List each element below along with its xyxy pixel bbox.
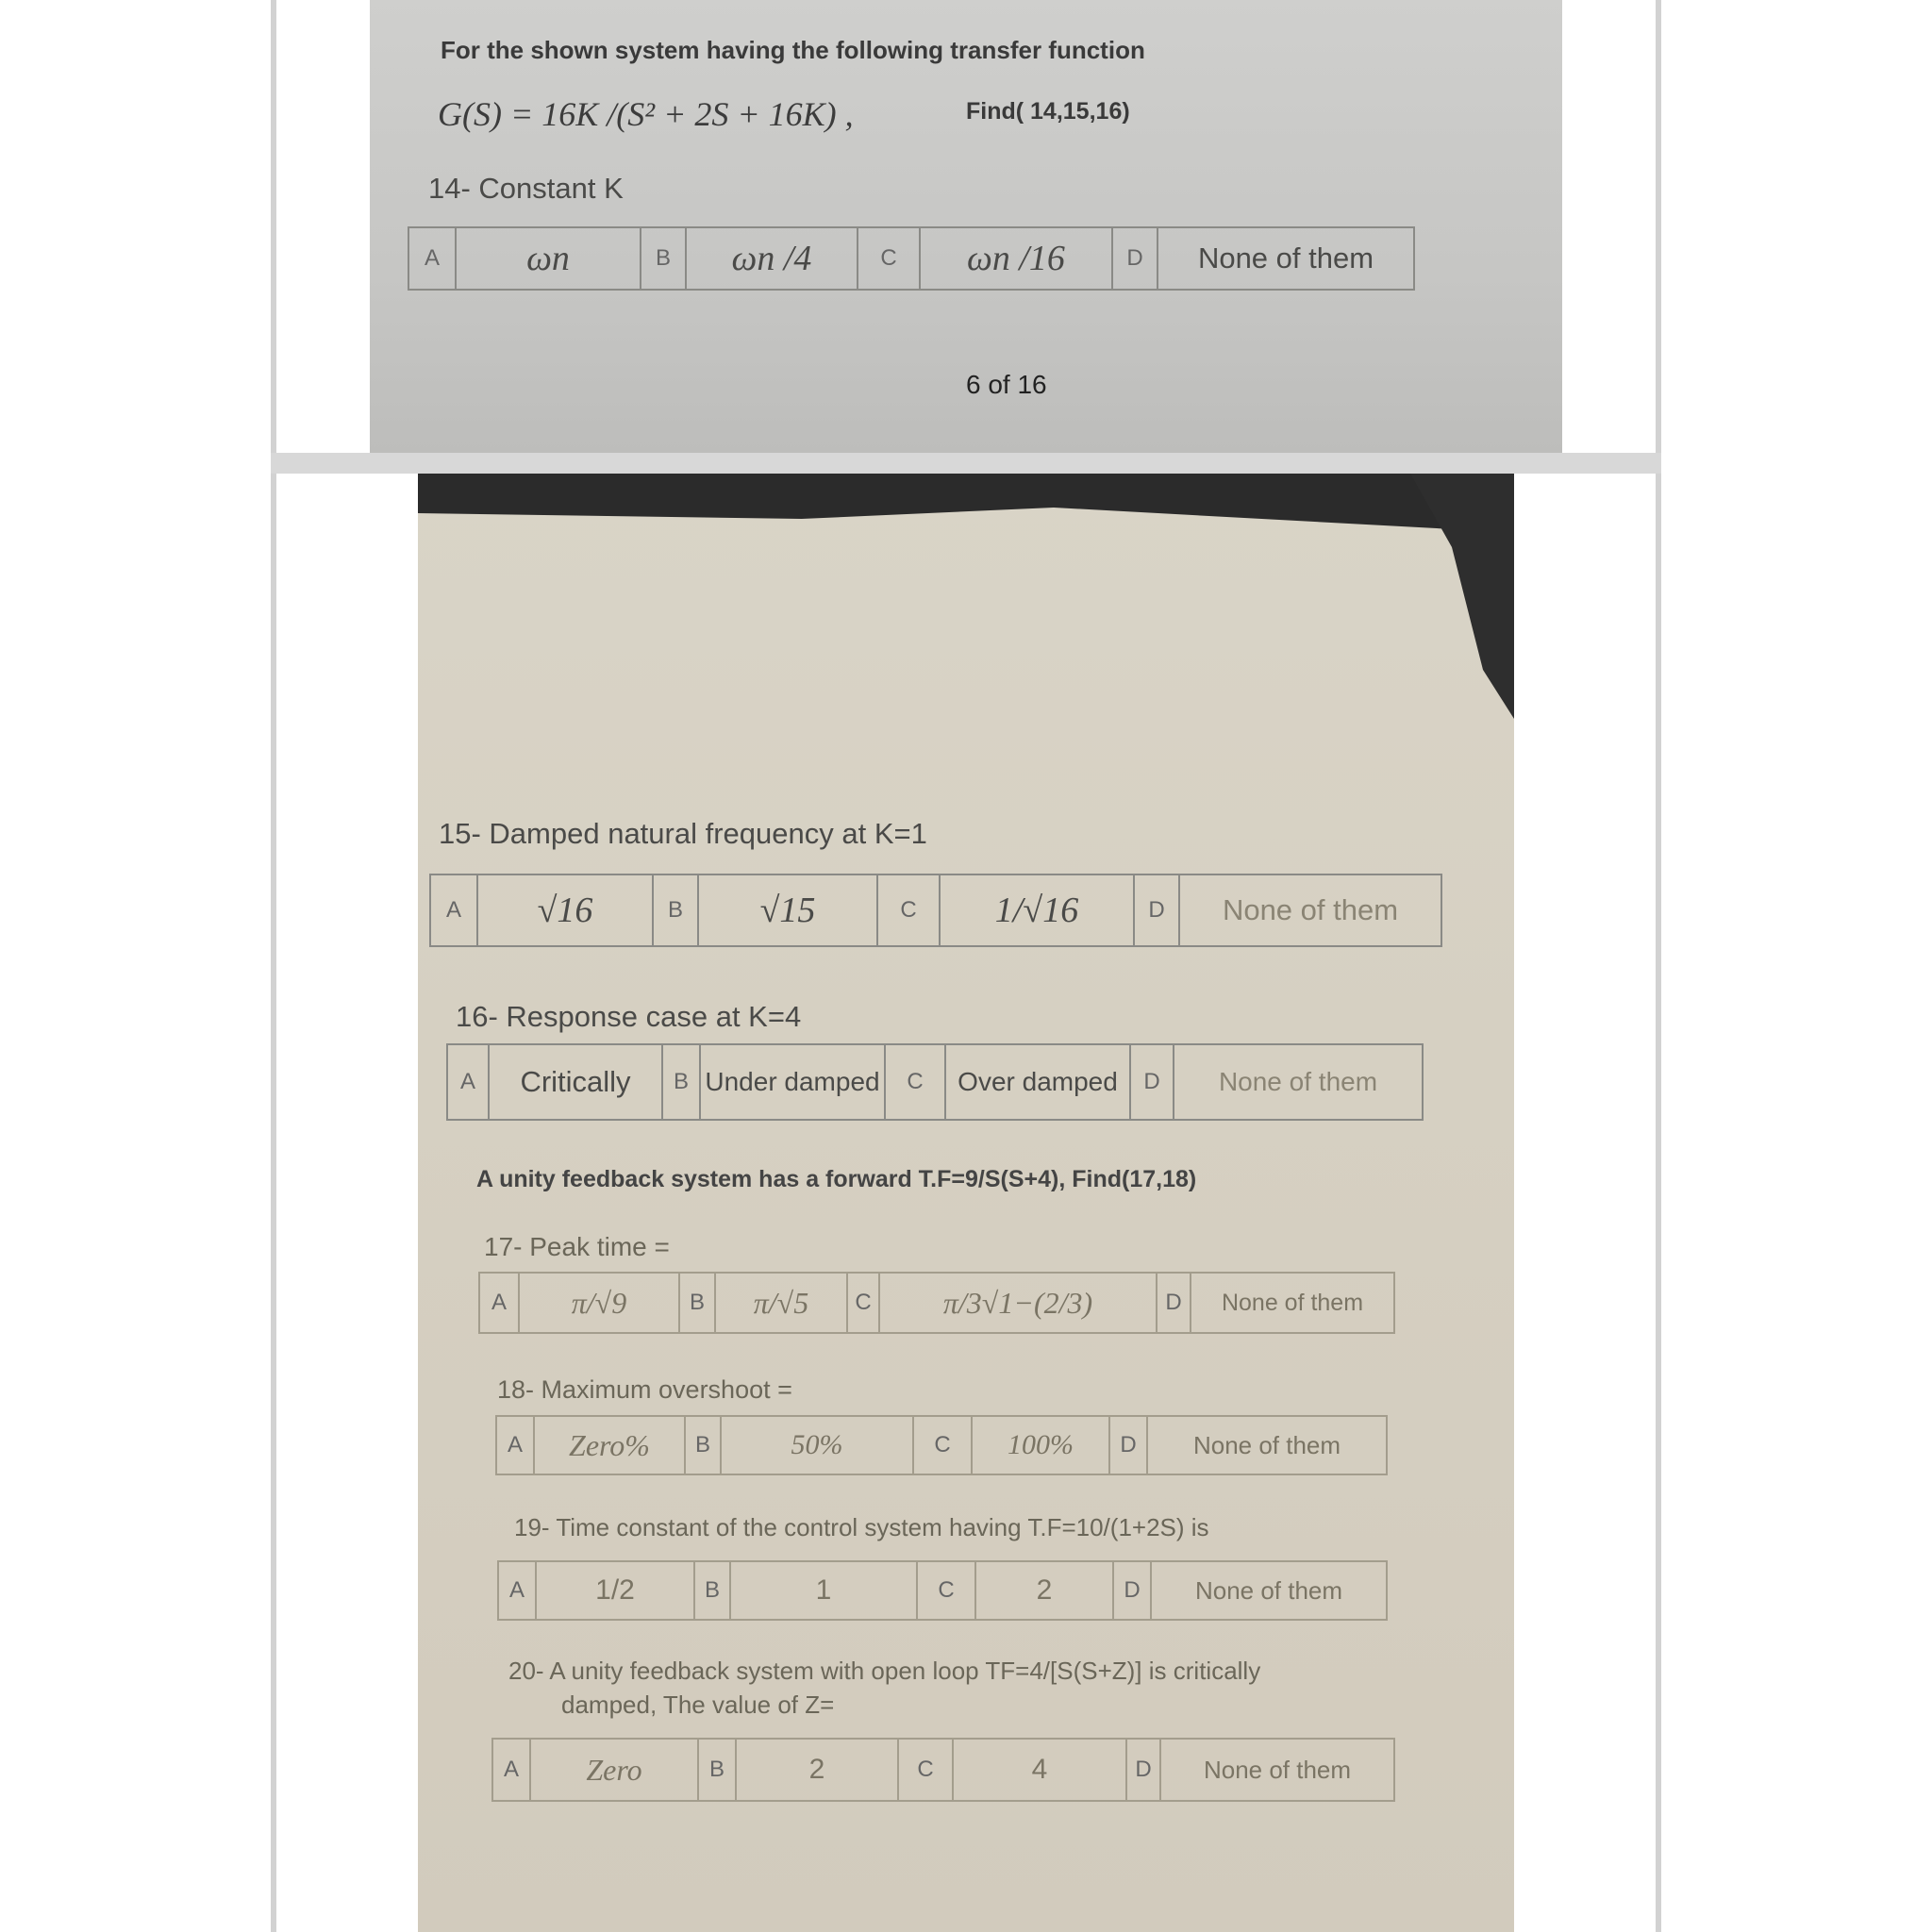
option-label: D (1157, 1273, 1191, 1333)
transfer-function: G(S) = 16K /(S² + 2S + 16K) , (438, 95, 854, 133)
option-value: 100% (972, 1416, 1109, 1474)
option-value: Over damped (945, 1044, 1130, 1120)
option-label: B (679, 1273, 715, 1333)
option-value: π/√5 (715, 1273, 847, 1333)
option-label: D (1134, 874, 1179, 946)
option-value: Critically (489, 1044, 662, 1120)
photo-shadow-top (418, 474, 1514, 530)
option-value: None of them (1158, 227, 1414, 290)
option-value: None of them (1179, 874, 1441, 946)
option-value: 4 (953, 1739, 1126, 1801)
option-value: None of them (1174, 1044, 1423, 1120)
option-label: D (1130, 1044, 1174, 1120)
option-label: C (847, 1273, 879, 1333)
option-label: B (641, 227, 686, 290)
options-q20 (491, 1738, 1395, 1802)
question-14: 14- Constant K (428, 172, 624, 205)
option-value: 50% (721, 1416, 913, 1474)
option-value: None of them (1191, 1273, 1394, 1333)
options-q15 (429, 874, 1442, 947)
option-label: B (685, 1416, 721, 1474)
option-label: A (447, 1044, 489, 1120)
question-15: 15- Damped natural frequency at K=1 (439, 817, 927, 850)
options-q19 (497, 1560, 1388, 1621)
page-number: 6 of 16 (966, 370, 1047, 399)
question-20-line-2: damped, The value of Z= (561, 1690, 835, 1719)
page-photo-2 (418, 474, 1514, 1932)
option-label: D (1126, 1739, 1160, 1801)
option-label: C (917, 1561, 975, 1620)
option-label: A (498, 1561, 536, 1620)
option-label: A (492, 1739, 530, 1801)
option-label: A (430, 874, 477, 946)
problem-intro: For the shown system having the following transfer function (441, 36, 1145, 64)
question-20: 20- A unity feedback system with open loop TF=4/[S(S+Z)] is critically (508, 1657, 1261, 1685)
option-label: C (877, 874, 940, 946)
option-value: 2 (736, 1739, 898, 1801)
option-value: √16 (477, 874, 653, 946)
question-17: 17- Peak time = (484, 1232, 670, 1261)
options-q18 (495, 1415, 1388, 1475)
option-label: D (1112, 227, 1158, 290)
page-photo-1 (370, 0, 1562, 453)
option-value: Under damped (700, 1044, 885, 1120)
option-value: π/3√1−(2/3) (879, 1273, 1157, 1333)
option-value: 1 (730, 1561, 917, 1620)
option-value: Zero% (534, 1416, 685, 1474)
option-label: C (885, 1044, 945, 1120)
question-16: 16- Response case at K=4 (456, 1000, 802, 1033)
option-label: B (694, 1561, 730, 1620)
option-label: D (1109, 1416, 1147, 1474)
page-separator (271, 453, 1661, 474)
option-value: π/√9 (519, 1273, 679, 1333)
question-19: 19- Time constant of the control system having T.F=10/(1+2S) is (514, 1513, 1209, 1541)
option-label: C (898, 1739, 953, 1801)
option-label: A (479, 1273, 519, 1333)
option-value: √15 (698, 874, 877, 946)
option-label: C (913, 1416, 972, 1474)
options-q17 (478, 1272, 1395, 1334)
option-label: A (408, 227, 456, 290)
option-value: 2 (975, 1561, 1113, 1620)
option-label: A (496, 1416, 534, 1474)
option-value: ωn (456, 227, 641, 290)
options-q14 (408, 226, 1415, 291)
option-value: None of them (1147, 1416, 1387, 1474)
problem-intro-2: A unity feedback system has a forward T.F=9/S(S+4), Find(17,18) (476, 1166, 1197, 1192)
option-value: ωn /16 (920, 227, 1112, 290)
find-note: Find( 14,15,16) (966, 98, 1130, 125)
option-label: B (653, 874, 698, 946)
option-value: Zero (530, 1739, 698, 1801)
option-value: None of them (1151, 1561, 1387, 1620)
option-label: B (698, 1739, 736, 1801)
option-label: B (662, 1044, 700, 1120)
option-value: ωn /4 (686, 227, 858, 290)
question-18: 18- Maximum overshoot = (497, 1375, 792, 1404)
option-value: 1/2 (536, 1561, 694, 1620)
option-label: C (858, 227, 920, 290)
option-value: 1/√16 (940, 874, 1134, 946)
options-q16 (446, 1043, 1424, 1121)
option-value: None of them (1160, 1739, 1394, 1801)
option-label: D (1113, 1561, 1151, 1620)
